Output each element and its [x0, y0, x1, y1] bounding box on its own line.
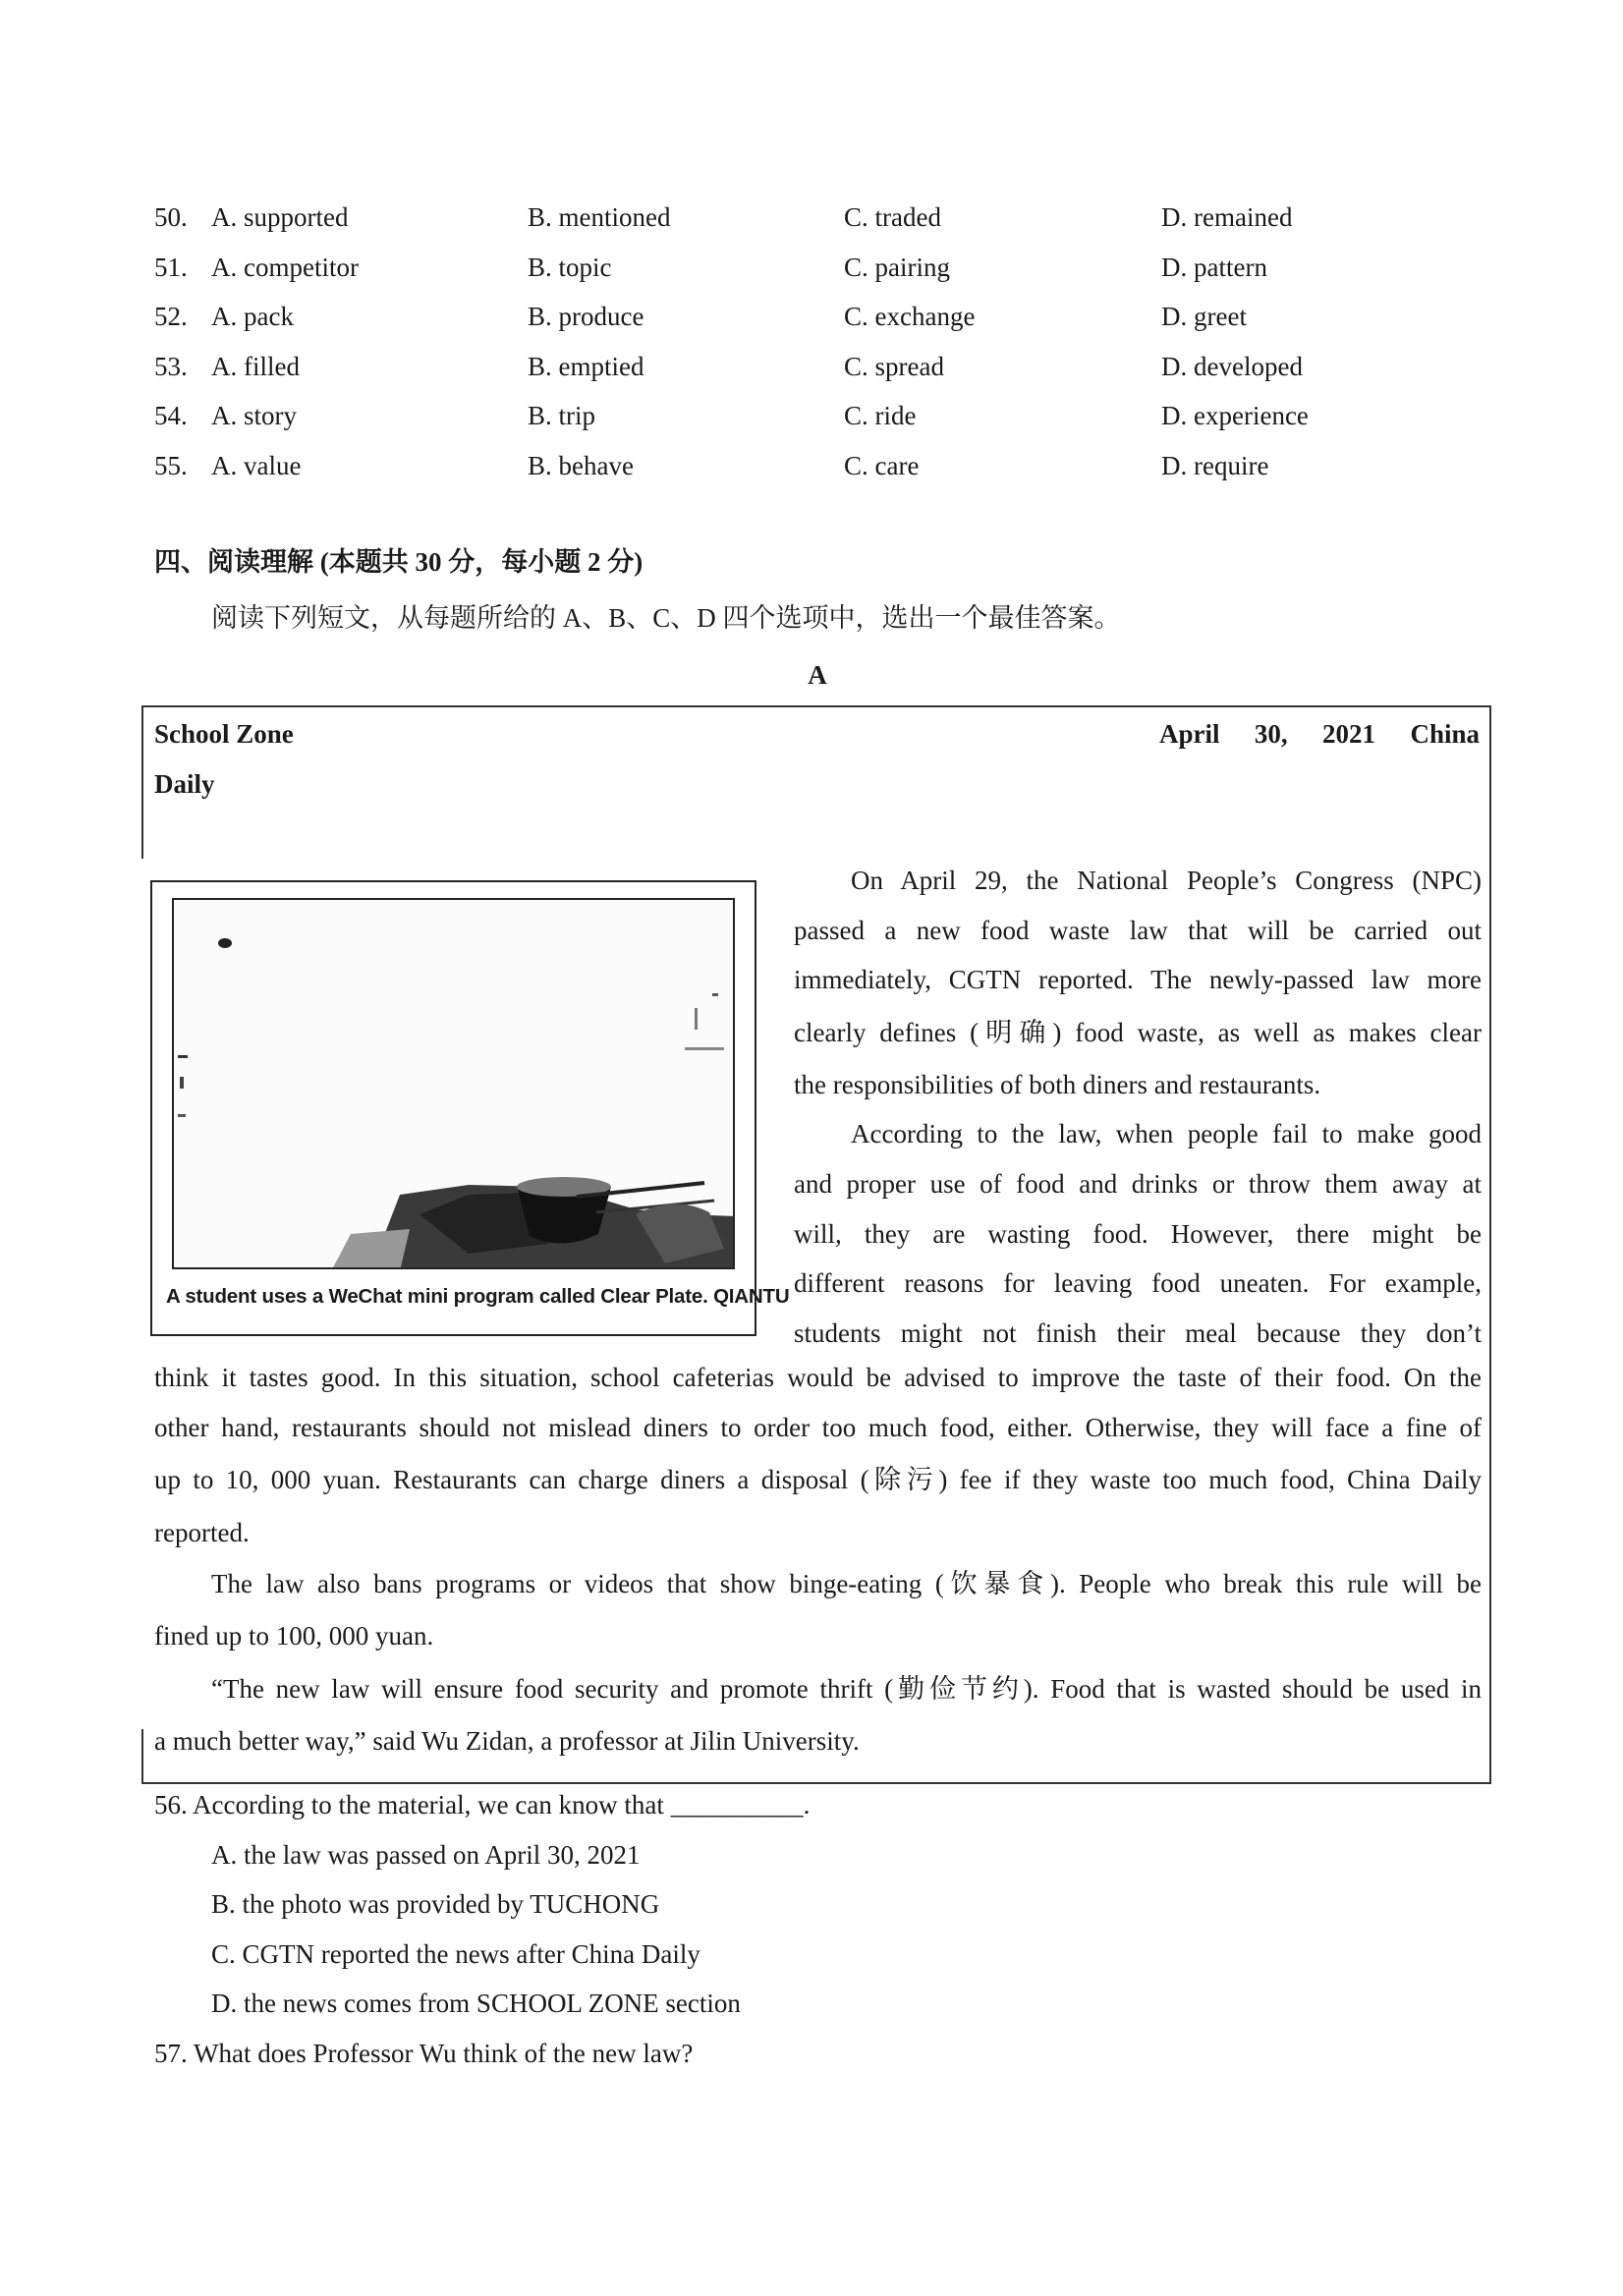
masthead-line: School Zone [154, 719, 294, 749]
question-57: 57. What does Professor Wu think of the new law? [154, 2038, 694, 2068]
text-line: On April 29, the National People’s Congress (NPC) [851, 866, 1482, 895]
option-row [154, 193, 1333, 243]
option-d: D. require [1161, 450, 1269, 480]
article-column-text [794, 856, 1482, 1358]
option-c: C. exchange [844, 302, 976, 332]
text-line: other hand, restaurants should not mislead diners to order too much food, either. Otherwise, they will face a fine of [154, 1413, 1482, 1442]
questions [154, 1780, 810, 2079]
masthead-section [154, 709, 294, 810]
text-line: clearly defines (明确) food waste, as well as makes clear [794, 1017, 1482, 1047]
photo-content-illustration [174, 900, 735, 1269]
cloze-options-table [154, 193, 1333, 491]
text-line: According to the law, when people fail to make good [851, 1119, 1482, 1149]
option-a: A. supported [211, 202, 349, 232]
option-d: D. pattern [1161, 252, 1267, 282]
text-line: reported. [154, 1518, 250, 1547]
option-c: C. ride [844, 401, 917, 431]
text-line: the responsibilities of both diners and restaurants. [794, 1069, 1321, 1099]
option-row [154, 441, 1333, 491]
section-instruction: 阅读下列短文，从每题所给的 A、B、C、D 四个选项中，选出一个最佳答案。 [211, 603, 1121, 633]
text-line: think it tastes good. In this situation, school cafeterias would be advised to improve the taste of their food. On the [154, 1363, 1482, 1392]
question-56: 56. According to the material, we can know that __________. [154, 1790, 811, 1820]
question-number: 51. [154, 252, 188, 282]
option-b: B. emptied [528, 351, 644, 381]
option-b: B. topic [528, 252, 612, 282]
masthead-line: Daily [154, 769, 215, 799]
box-border-left [141, 705, 143, 859]
text-line: “The new law will ensure food security and promote thrift (勤俭节约). Food that is wasted should be used in [211, 1674, 1482, 1704]
question-option: A. the law was passed on April 30, 2021 [211, 1839, 641, 1870]
text-line: a much better way,” said Wu Zidan, a professor at Jilin University. [154, 1726, 860, 1756]
question-option: B. the photo was provided by TUCHONG [211, 1889, 660, 1920]
option-d: D. experience [1161, 401, 1309, 431]
text-line: up to 10, 000 yuan. Restaurants can charge diners a disposal (除污) fee if they waste too much food, China Daily [154, 1465, 1482, 1494]
option-a: A. filled [211, 351, 300, 381]
article-body-text [154, 1353, 1482, 1766]
option-row [154, 391, 1333, 441]
option-row [154, 342, 1333, 392]
box-border-left [141, 1729, 143, 1784]
option-c: C. care [844, 450, 920, 480]
question-number: 52. [154, 302, 188, 332]
option-b: B. behave [528, 450, 634, 480]
question-option: D. the news comes from SCHOOL ZONE section [211, 1988, 741, 2019]
text-line: fined up to 100, 000 yuan. [154, 1621, 434, 1651]
option-row [154, 292, 1333, 342]
text-line: The law also bans programs or videos that show binge-eating (饮暴食). People who break this rule will be [211, 1569, 1482, 1598]
photo-image [172, 898, 735, 1269]
masthead-date: April 30, 2021 China [1159, 719, 1480, 749]
text-line: immediately, CGTN reported. The newly-passed law more [794, 965, 1482, 995]
photo-caption: A student uses a WeChat mini program called Clear Plate. QIANTU [166, 1285, 790, 1308]
option-d: D. remained [1161, 202, 1293, 232]
text-line: passed a new food waste law that will be carried out [794, 915, 1482, 945]
text-line: will, they are wasting food. However, there might be [794, 1218, 1482, 1249]
question-number: 50. [154, 202, 188, 232]
text-line: and proper use of food and drinks or throw them away at [794, 1168, 1482, 1199]
question-number: 54. [154, 401, 188, 431]
option-row [154, 243, 1333, 293]
question-option: C. CGTN reported the news after China Daily [211, 1938, 700, 1969]
question-number: 53. [154, 351, 188, 381]
option-d: D. greet [1161, 302, 1247, 332]
text-line: different reasons for leaving food uneaten. For example, [794, 1268, 1482, 1299]
section-title: 四、阅读理解 (本题共 30 分，每小题 2 分) [154, 547, 644, 577]
passage-label: A [808, 660, 827, 690]
article-photo [150, 880, 790, 1336]
option-c: C. traded [844, 202, 941, 232]
option-a: A. competitor [211, 252, 359, 282]
option-a: A. story [211, 401, 297, 431]
option-c: C. spread [844, 351, 944, 381]
option-b: B. trip [528, 401, 596, 431]
option-a: A. pack [211, 302, 294, 332]
option-b: B. produce [528, 302, 644, 332]
option-b: B. mentioned [528, 202, 671, 232]
text-line: students might not finish their meal because they don’t [794, 1317, 1482, 1348]
option-d: D. developed [1161, 351, 1303, 381]
option-a: A. value [211, 450, 302, 480]
option-c: C. pairing [844, 252, 950, 282]
question-number: 55. [154, 450, 188, 480]
